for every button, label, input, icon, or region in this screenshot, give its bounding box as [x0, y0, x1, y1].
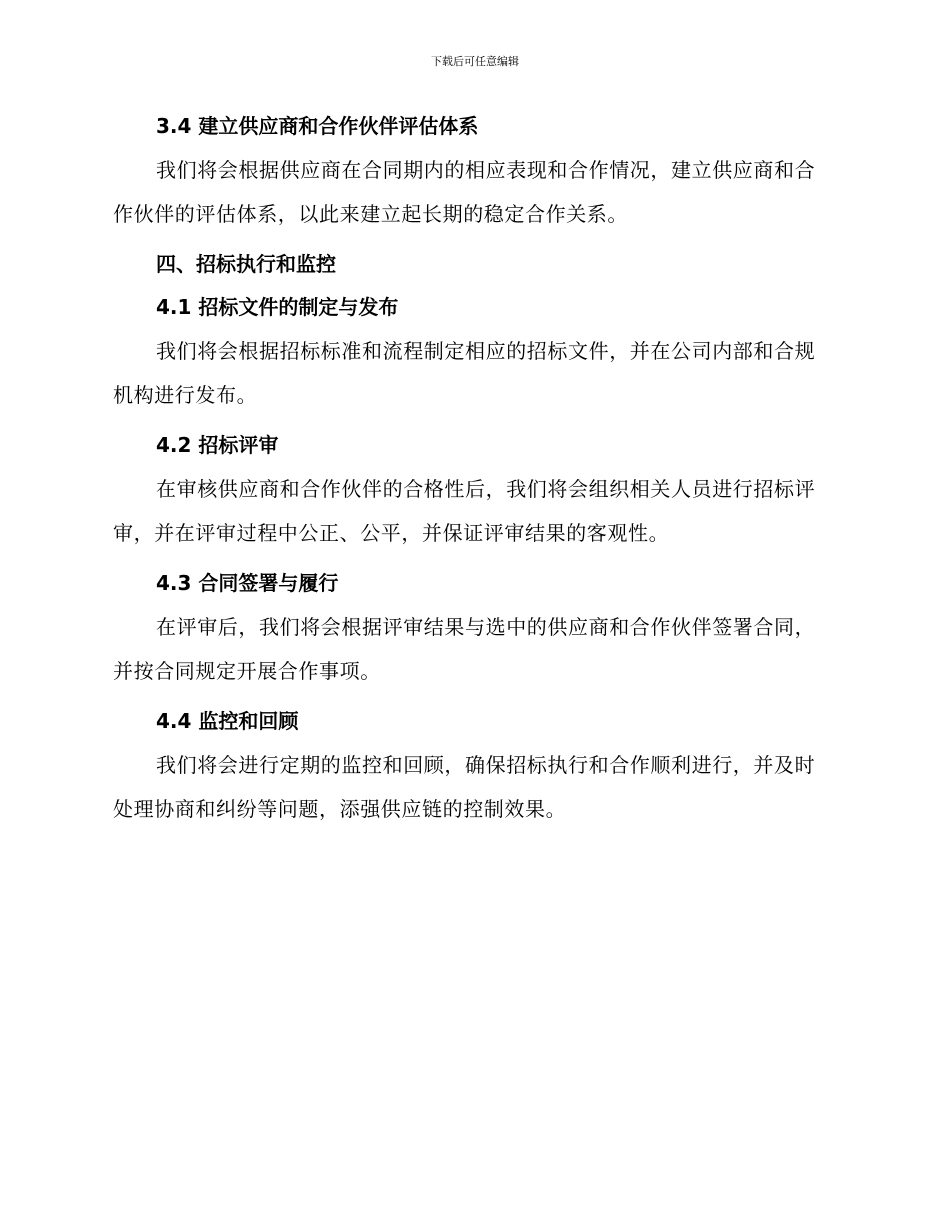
- section-heading-4-2: 4.2 招标评审: [156, 433, 279, 457]
- section-paragraph-4-1: 我们将会根据招标标准和流程制定相应的招标文件，并在公司内部和合规机构进行发布。: [113, 339, 816, 407]
- section-heading-4-4: 4.4 监控和回顾: [156, 709, 299, 733]
- section-heading-3-4: 3.4 建立供应商和合作伙伴评估体系: [156, 114, 479, 138]
- section-paragraph-4-3: 在评审后，我们将会根据评审结果与选中的供应商和合作伙伴签署合同，并按合同规定开展合作事项。: [113, 615, 816, 683]
- document-body: [113, 111, 835, 844]
- section-paragraph-4-4: 我们将会进行定期的监控和回顾，确保招标执行和合作顺利进行，并及时处理协商和纠纷等问题，添强供应链的控制效果。: [113, 753, 816, 821]
- section-heading-4-1: 4.1 招标文件的制定与发布: [156, 295, 399, 319]
- section-heading-4-3: 4.3 合同签署与履行: [156, 571, 339, 595]
- chapter-heading-4: 四、招标执行和监控: [156, 252, 336, 276]
- section-paragraph-3-4: 我们将会根据供应商在合同期内的相应表现和合作情况，建立供应商和合作伙伴的评估体系，以此来建立起长期的稳定合作关系。: [113, 158, 816, 226]
- header-note: 下载后可任意编辑: [431, 55, 519, 68]
- section-paragraph-4-2: 在审核供应商和合作伙伴的合格性后，我们将会组织相关人员进行招标评审，并在评审过程中公正、公平，并保证评审结果的客观性。: [113, 477, 816, 545]
